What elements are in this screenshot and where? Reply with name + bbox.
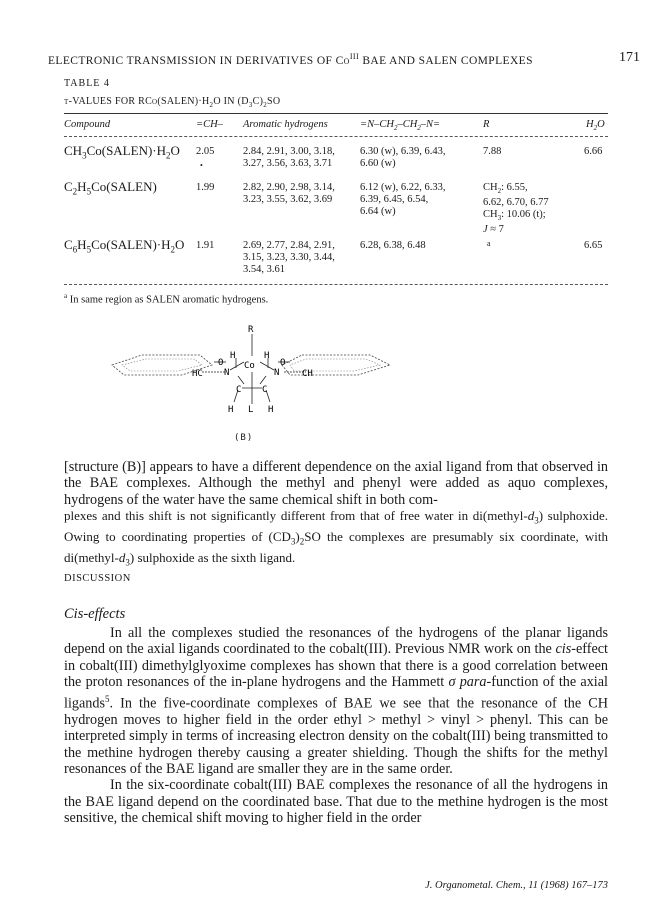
- paragraph-structure-b: [structure (B)] appears to have a different dependence on the axial ligand from that observed in the BAE complexes. Although the methyl and phenyl were added as aquo complexes, hydrogens of the water have the same chemical shift in both com- plexes and this shift is not significantly different from that of free water in $di(methyl-d_3)$ sulphoxide. Owing to coordinating properties of $(CD_3)_2SO$ the complexes are presumably six coordinate, with $di(methyl-d_3)$ sulphoxide as the sixth ligand.: [64, 459, 608, 568]
- col-compound: Compound: [64, 119, 111, 130]
- row2-r: $CH_2$: 6.55, 6.62, 6.70, 6.77 $CH_3$: 10.06 (t); J ≈ 7: [483, 182, 549, 236]
- row1-dot: •: [200, 161, 203, 170]
- label-h1: H: [230, 351, 236, 361]
- row2-aromatic: 2.82, 2.90, 2.98, 3.14, 3.23, 3.55, 3.62, 3.69: [243, 182, 335, 205]
- label-h3: H: [228, 405, 234, 415]
- structure-diagram: [110, 322, 410, 432]
- label-n2: N: [274, 368, 280, 378]
- table-bottom-rule: [64, 284, 608, 285]
- row1-r: 7.88: [483, 146, 502, 157]
- col-nch2: $=N-CH_2-CH_2-N=$: [360, 119, 441, 133]
- label-c1: C: [236, 385, 242, 395]
- table-caption: τ-VALUES FOR $RCo(SALEN)\cdot H_2O$ IN $(D_3C)_2SO$: [64, 96, 281, 109]
- running-title-end: BAE AND SALEN COMPLEXES: [359, 54, 533, 67]
- running-title: ELECTRONIC TRANSMISSION IN DERIVATIVES OF Co: [48, 54, 350, 67]
- row3-r: a: [487, 239, 491, 248]
- row2-compound: $C_2H_5Co(SALEN)$: [64, 179, 157, 197]
- structure-caption: (B): [234, 433, 254, 443]
- section-heading-discussion: DISCUSSION: [64, 573, 131, 584]
- label-h2: H: [264, 351, 270, 361]
- row3-aromatic: 2.69, 2.77, 2.84, 2.91, 3.15, 3.23, 3.30, 3.44, 3.54, 3.61: [243, 240, 335, 275]
- page-number: 171: [619, 50, 640, 65]
- row3-nch2: 6.28, 6.38, 6.48: [360, 240, 426, 251]
- row1-nch2: 6.30 (w), 6.39, 6.43, 6.60 (w): [360, 146, 446, 169]
- row1-compound: $CH_3Co(SALEN)\cdot H_2O$: [64, 143, 180, 161]
- label-hc2: CH: [302, 369, 313, 379]
- label-o2: O: [280, 358, 286, 368]
- label-l: L: [248, 405, 254, 415]
- table-top-rule: [64, 113, 608, 114]
- label-n1: N: [224, 368, 230, 378]
- left-benzene-ring-inner: [122, 359, 202, 371]
- subheading-cis-effects: Cis-effects: [64, 606, 126, 622]
- row2-nch2: 6.12 (w), 6.22, 6.33, 6.39, 6.45, 6.54, 6.64 (w): [360, 182, 446, 217]
- table-header-rule: [64, 136, 608, 137]
- row3-h2o: 6.65: [584, 240, 603, 251]
- right-benzene-ring: [282, 355, 390, 375]
- row3-ch: 1.91: [196, 240, 215, 251]
- col-aromatic: Aromatic hydrogens: [243, 119, 328, 130]
- table-footnote: $^a$ In same region as SALEN aromatic hydrogens.: [64, 292, 269, 306]
- row1-aromatic: 2.84, 2.91, 3.00, 3.18, 3.27, 3.56, 3.63, 3.71: [243, 146, 335, 169]
- running-title-sup: III: [349, 52, 360, 61]
- col-h2o: $H_2O$: [586, 119, 605, 133]
- paragraph-cis-effects: In all the complexes studied the resonances of the hydrogens of the planar ligands depend on the axial ligands coordinated to the cobalt(III). Previous NMR work on the cis-effect in cobalt(III) dimethylglyoxime complexes has shown that there is a good correlation between the proton resonances of the in-plane hydrogens and the Hammett σ para-function of the axial ligands$^5$. In the five-coordinate complexes of BAE we see that the resonance of the CH hydrogen moves to higher field in the order ethyl > methyl > vinyl > phenyl. This can be interpreted simply in terms of increasing electron density on the cobalt(III) being transmitted to the methine hydrogen thereby causing a greater shielding. Though the shifts for the methyl resonances of the BAE ligand are smaller they are in the same order. In the six-coordinate cobalt(III) BAE complexes the resonance of all the hydrogens in the BAE ligand depend on the coordinated base. That due to the methine hydrogen is the most sensitive, the chemical shift moving to higher field in the order: [64, 625, 608, 827]
- row1-h2o: 6.66: [584, 146, 603, 157]
- label-hc1: HC: [192, 369, 203, 379]
- label-co: Co: [244, 361, 255, 371]
- running-header: [48, 52, 640, 67]
- row3-compound: $C_6H_5Co(SALEN)\cdot H_2O$: [64, 237, 185, 255]
- row1-ch: 2.05: [196, 146, 215, 157]
- row2-ch: 1.99: [196, 182, 215, 193]
- label-h4: H: [268, 405, 274, 415]
- table-label: TABLE 4: [64, 78, 110, 89]
- label-c2: C: [262, 385, 268, 395]
- label-o1: O: [218, 358, 224, 368]
- journal-citation-footer: J. Organometal. Chem., 11 (1968) 167–173: [425, 880, 608, 891]
- col-r: R: [483, 119, 490, 130]
- col-ch: =CH–: [196, 119, 223, 130]
- label-r: R: [248, 325, 254, 335]
